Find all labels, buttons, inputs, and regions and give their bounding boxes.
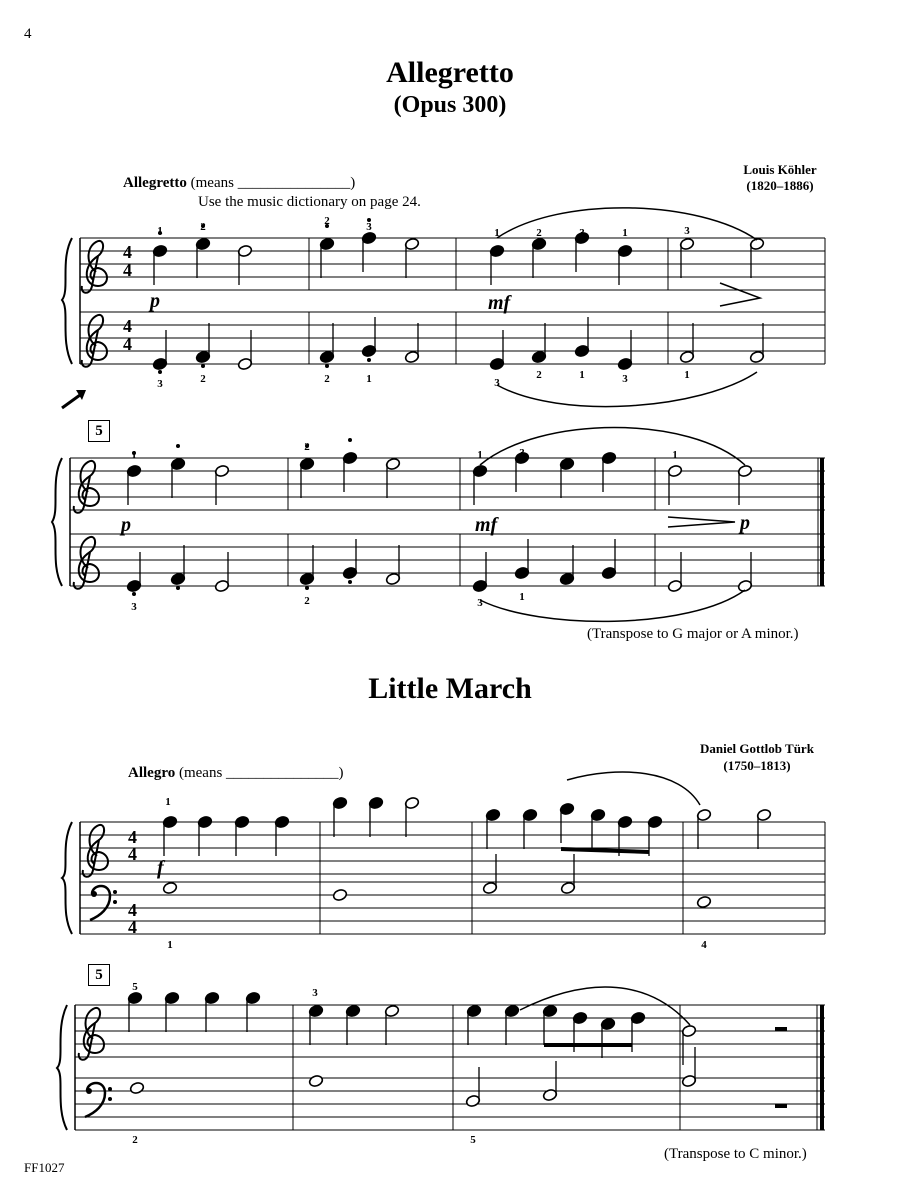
- svg-text:4: 4: [128, 844, 137, 864]
- piece2-transpose-note: (Transpose to C minor.): [664, 1146, 807, 1162]
- fingering: 5: [470, 1134, 476, 1146]
- dynamic-mf-2: mf: [475, 514, 498, 536]
- system1: [62, 238, 825, 367]
- fingering: 3: [157, 378, 163, 390]
- piece1-tempo-means: (means _______________): [190, 175, 356, 191]
- fingering: 3: [131, 601, 137, 613]
- staccato-dot: [348, 580, 352, 584]
- fingering: 1: [167, 939, 173, 951]
- fingering: 1: [366, 373, 372, 385]
- fingering: 1: [684, 369, 690, 381]
- system3: [62, 822, 825, 937]
- fingering: 1: [131, 449, 137, 461]
- piece1-transpose-note: (Transpose to G major or A minor.): [587, 626, 799, 642]
- notehead: [332, 888, 347, 901]
- fingering: 2: [536, 369, 542, 381]
- fingering: 1: [519, 591, 525, 603]
- fingering: 2: [304, 441, 310, 453]
- fingering: 4: [701, 939, 707, 951]
- fingering: 1: [622, 227, 628, 239]
- piece2-tempo-means: (means _______________): [178, 765, 344, 781]
- time-sig-bottom: 4: [123, 260, 132, 280]
- piece1-composer: Louis Köhler: [743, 162, 817, 177]
- piece2-title: Little March: [368, 672, 532, 705]
- fingering: 1: [477, 449, 483, 461]
- svg-text:4: 4: [128, 917, 137, 937]
- notehead: [308, 1074, 323, 1087]
- fingering: 2: [132, 1134, 138, 1146]
- footer-code: FF1027: [24, 1160, 65, 1175]
- piece2-tempo-word: Allegro: [128, 765, 176, 781]
- dynamic-p-1: p: [150, 290, 160, 312]
- fingering: 2: [304, 595, 310, 607]
- fingering: 3: [312, 987, 318, 999]
- beam: [561, 849, 649, 852]
- fingering: 3: [477, 597, 483, 609]
- svg-text:4: 4: [123, 334, 132, 354]
- piece1-title: Allegretto: [386, 56, 514, 89]
- svg-text:4: 4: [128, 827, 137, 847]
- fingering: 3: [366, 221, 372, 233]
- staccato-dot: [367, 358, 371, 362]
- piece2-composer: Daniel Gottlob Türk: [700, 741, 814, 756]
- fingering: 1: [579, 369, 585, 381]
- piece2-composer-dates: (1750–1813): [723, 758, 791, 773]
- piece2-tempo-marking: [128, 765, 344, 782]
- staccato-dot: [305, 586, 309, 590]
- page-number: 4: [24, 26, 32, 42]
- fingering: 2: [324, 373, 330, 385]
- fingering: 2: [324, 215, 330, 227]
- svg-text:4: 4: [128, 900, 137, 920]
- piece2-measure-number-5: 5: [88, 964, 110, 986]
- staccato-dot: [176, 444, 180, 448]
- slurs: [480, 208, 760, 1025]
- piece1-measure-number-5: 5: [88, 420, 110, 442]
- fingering: 3: [622, 373, 628, 385]
- notehead: [162, 881, 177, 894]
- fingering: 3: [684, 225, 690, 237]
- staccato-dot: [325, 364, 329, 368]
- fingering: 3: [519, 447, 525, 459]
- piece1-dictionary-note: Use the music dictionary on page 24.: [198, 194, 421, 210]
- piece1-tempo-word: Allegretto: [123, 175, 187, 191]
- fingering: 2: [200, 373, 206, 385]
- fingering: 1: [157, 225, 163, 237]
- staccato-dot: [176, 586, 180, 590]
- piece1-composer-dates: (1820–1886): [746, 178, 814, 193]
- notehead: [696, 895, 711, 908]
- notehead: [129, 1081, 144, 1094]
- piece1-subtitle: (Opus 300): [393, 92, 507, 118]
- fingering: 2: [200, 221, 206, 233]
- staccato-dot: [158, 370, 162, 374]
- fingering: 1: [494, 227, 500, 239]
- dynamic-p-2: p: [121, 514, 131, 536]
- fingering: 5: [132, 981, 138, 993]
- fingering: 3: [494, 377, 500, 389]
- staccato-dot: [348, 438, 352, 442]
- staccato-dot: [132, 592, 136, 596]
- system4: [57, 1005, 825, 1130]
- fingering: 1: [165, 796, 171, 808]
- fingering: 1: [672, 449, 678, 461]
- dynamic-p-3: p: [740, 512, 750, 534]
- svg-text:4: 4: [123, 316, 132, 336]
- dynamic-f: f: [157, 857, 164, 879]
- staccato-dot: [201, 364, 205, 368]
- fingering: 3: [579, 227, 585, 239]
- fingering: 2: [536, 227, 542, 239]
- dynamic-mf-1: mf: [488, 292, 511, 314]
- time-sig-top: 4: [123, 242, 132, 262]
